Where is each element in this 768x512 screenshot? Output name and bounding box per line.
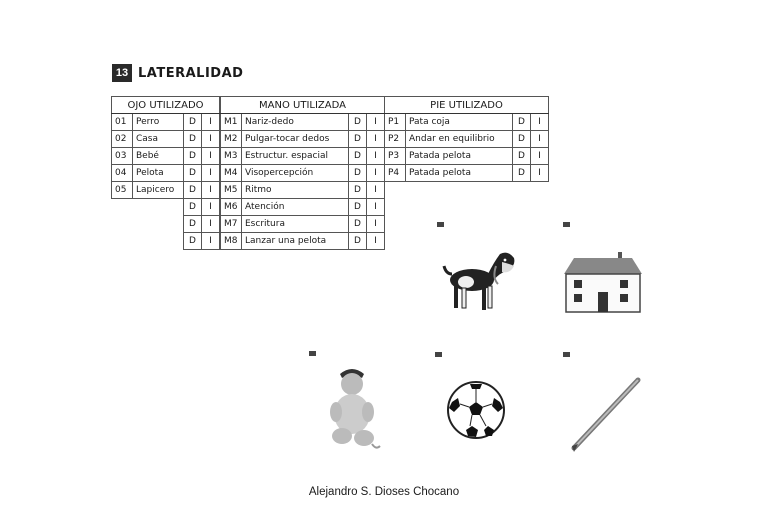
right-option[interactable]: D [184, 165, 202, 182]
left-option[interactable]: I [531, 114, 549, 131]
row-code: M6 [221, 199, 242, 216]
right-option[interactable]: D [184, 216, 202, 233]
row-label: Lanzar una pelota [242, 233, 349, 250]
left-option[interactable]: I [202, 148, 220, 165]
table-row [112, 216, 220, 233]
left-option[interactable]: I [202, 131, 220, 148]
row-label: Ritmo [242, 182, 349, 199]
row-label: Visopercepción [242, 165, 349, 182]
right-option[interactable]: D [513, 148, 531, 165]
foot-table-header: PIE UTILIZADO [385, 97, 549, 114]
left-option[interactable]: I [367, 199, 385, 216]
left-option[interactable]: I [367, 165, 385, 182]
left-option[interactable]: I [202, 182, 220, 199]
right-option[interactable]: D [349, 233, 367, 250]
left-option[interactable]: I [367, 114, 385, 131]
right-option[interactable]: D [184, 199, 202, 216]
section-title: LATERALIDAD [138, 65, 244, 81]
house-icon [560, 248, 646, 314]
eye-table-header: OJO UTILIZADO [112, 97, 220, 114]
right-option[interactable]: D [184, 233, 202, 250]
row-code: M3 [221, 148, 242, 165]
right-option[interactable]: D [513, 114, 531, 131]
row-code: 01 [112, 114, 133, 131]
left-option[interactable]: I [202, 114, 220, 131]
left-option[interactable]: I [367, 148, 385, 165]
row-code: 02 [112, 131, 133, 148]
left-option[interactable]: I [531, 148, 549, 165]
foot-table [384, 96, 549, 182]
row-code: M7 [221, 216, 242, 233]
author-caption: Alejandro S. Dioses Chocano [308, 486, 460, 498]
right-option[interactable]: D [349, 165, 367, 182]
row-code: P1 [385, 114, 406, 131]
table-row [221, 148, 385, 165]
table-row [221, 114, 385, 131]
left-option[interactable]: I [202, 165, 220, 182]
left-option[interactable]: I [202, 233, 220, 250]
table-row [221, 233, 385, 250]
table-row [112, 131, 220, 148]
image-tag [309, 351, 316, 356]
row-label: Pelota [133, 165, 184, 182]
row-label: Estructur. espacial [242, 148, 349, 165]
image-tag [563, 352, 570, 357]
row-code: 04 [112, 165, 133, 182]
right-option[interactable]: D [349, 216, 367, 233]
row-code: 05 [112, 182, 133, 199]
dog-icon [438, 244, 520, 318]
right-option[interactable]: D [513, 165, 531, 182]
row-code: M2 [221, 131, 242, 148]
row-label: Atención [242, 199, 349, 216]
table-row [221, 131, 385, 148]
row-label: Patada pelota [406, 148, 513, 165]
section-number-badge: 13 [112, 64, 132, 82]
image-tag [437, 222, 444, 227]
row-label: Escritura [242, 216, 349, 233]
table-row [385, 165, 549, 182]
table-row [112, 182, 220, 199]
row-code: M5 [221, 182, 242, 199]
right-option[interactable]: D [184, 182, 202, 199]
right-option[interactable]: D [349, 131, 367, 148]
table-row [221, 165, 385, 182]
row-label: Bebé [133, 148, 184, 165]
table-row [112, 165, 220, 182]
table-row [112, 199, 220, 216]
row-label: Casa [133, 131, 184, 148]
left-option[interactable]: I [202, 216, 220, 233]
table-row [221, 182, 385, 199]
right-option[interactable]: D [184, 148, 202, 165]
soccer-ball-icon [446, 380, 506, 440]
left-option[interactable]: I [367, 233, 385, 250]
row-code: M1 [221, 114, 242, 131]
table-row [112, 148, 220, 165]
row-code: M4 [221, 165, 242, 182]
right-option[interactable]: D [349, 148, 367, 165]
row-code: P2 [385, 131, 406, 148]
right-option[interactable]: D [513, 131, 531, 148]
left-option[interactable]: I [367, 216, 385, 233]
row-label: Andar en equilibrio [406, 131, 513, 148]
row-code: 03 [112, 148, 133, 165]
right-option[interactable]: D [349, 182, 367, 199]
right-option[interactable]: D [184, 114, 202, 131]
row-label: Pata coja [406, 114, 513, 131]
right-option[interactable]: D [349, 114, 367, 131]
row-code: M8 [221, 233, 242, 250]
table-row [112, 114, 220, 131]
table-row [385, 131, 549, 148]
hand-table [220, 96, 385, 250]
left-option[interactable]: I [531, 165, 549, 182]
left-option[interactable]: I [367, 182, 385, 199]
table-row [385, 148, 549, 165]
table-row [221, 199, 385, 216]
eye-table [111, 96, 220, 250]
pencil-icon [566, 374, 646, 454]
left-option[interactable]: I [367, 131, 385, 148]
hand-table-header: MANO UTILIZADA [221, 97, 385, 114]
baby-icon [318, 364, 384, 456]
right-option[interactable]: D [184, 131, 202, 148]
row-label: Nariz-dedo [242, 114, 349, 131]
table-row [112, 233, 220, 250]
row-label: Perro [133, 114, 184, 131]
left-option[interactable]: I [531, 131, 549, 148]
right-option[interactable]: D [349, 199, 367, 216]
table-row [221, 216, 385, 233]
row-label: Patada pelota [406, 165, 513, 182]
row-label: Pulgar-tocar dedos [242, 131, 349, 148]
table-row [385, 114, 549, 131]
image-tag [563, 222, 570, 227]
row-code: P4 [385, 165, 406, 182]
row-label: Lapicero [133, 182, 184, 199]
left-option[interactable]: I [202, 199, 220, 216]
section-header [112, 64, 243, 82]
image-tag [435, 352, 442, 357]
row-code: P3 [385, 148, 406, 165]
